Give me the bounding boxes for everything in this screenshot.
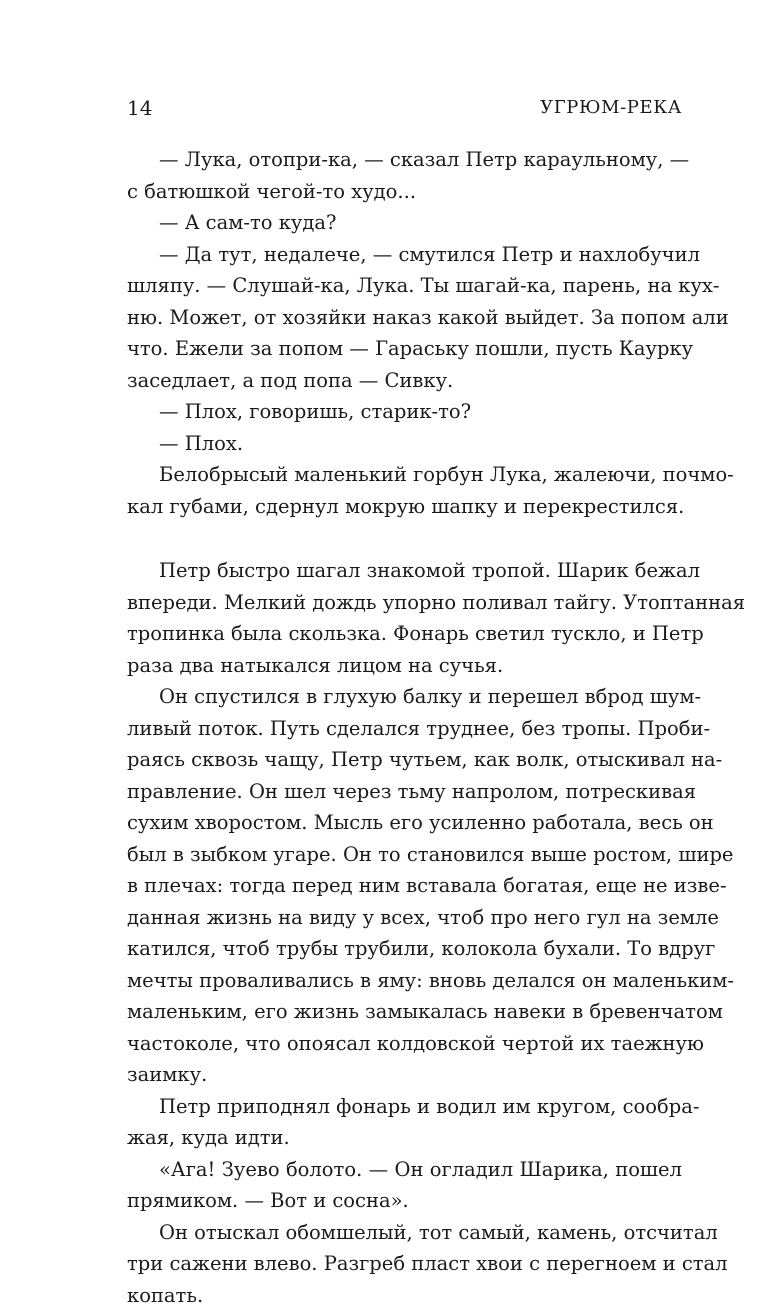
text-line: — Плох. bbox=[127, 428, 682, 460]
text-line: маленьким, его жизнь замыкалась навеки в бревенчатом bbox=[127, 996, 682, 1028]
text-line: катился, чтоб трубы трубили, колокола бухали. То вдруг bbox=[127, 933, 682, 965]
text-line: ливый поток. Путь сделался труднее, без тропы. Проби- bbox=[127, 713, 682, 745]
text-line: данная жизнь на виду у всех, чтоб про него гул на земле bbox=[127, 902, 682, 934]
text-line: копать. bbox=[127, 1280, 682, 1311]
text-line: — Плох, говоришь, старик-то? bbox=[127, 396, 682, 428]
page-header bbox=[127, 94, 682, 122]
text-line: был в зыбком угаре. Он то становился выше ростом, шире bbox=[127, 839, 682, 871]
text-line: три сажени влево. Разгреб пласт хвои с перегноем и стал bbox=[127, 1248, 682, 1280]
text-line: прямиком. — Вот и сосна». bbox=[127, 1185, 682, 1217]
text-line: Белобрысый маленький горбун Лука, жалеючи, почмо- bbox=[127, 459, 682, 491]
section-break bbox=[127, 522, 682, 555]
text-line: раясь сквозь чащу, Петр чутьем, как волк, отыскивал на- bbox=[127, 744, 682, 776]
text-line: заимку. bbox=[127, 1059, 682, 1091]
text-line: частоколе, что опоясал колдовской чертой их таежную bbox=[127, 1028, 682, 1060]
text-line: Он отыскал обомшелый, тот самый, камень, отсчитал bbox=[127, 1217, 682, 1249]
text-line: в плечах: тогда перед ним вставала богатая, еще не изве- bbox=[127, 870, 682, 902]
text-line: правление. Он шел через тьму напролом, потрескивая bbox=[127, 776, 682, 808]
text-line: заседлает, а под попа — Сивку. bbox=[127, 365, 682, 397]
text-section-2 bbox=[127, 555, 682, 1311]
text-line: с батюшкой чегой-то худо... bbox=[127, 176, 682, 208]
running-title: УГРЮМ-РЕКА bbox=[540, 94, 682, 122]
text-line: — А сам-то куда? bbox=[127, 207, 682, 239]
text-line: — Лука, отопри-ка, — сказал Петр караульному, — bbox=[127, 144, 682, 176]
text-line: шляпу. — Слушай-ка, Лука. Ты шагай-ка, парень, на кух- bbox=[127, 270, 682, 302]
body-text bbox=[127, 144, 682, 1311]
text-line: кал губами, сдернул мокрую шапку и перекрестился. bbox=[127, 491, 682, 523]
text-line: тропинка была скользка. Фонарь светил тускло, и Петр bbox=[127, 618, 682, 650]
text-line: мечты проваливались в яму: вновь делался он маленьким- bbox=[127, 965, 682, 997]
text-line: Он спустился в глухую балку и перешел вброд шум- bbox=[127, 681, 682, 713]
text-line: Петр приподнял фонарь и водил им кругом, сообра- bbox=[127, 1091, 682, 1123]
text-line: что. Ежели за попом — Гараську пошли, пусть Каурку bbox=[127, 333, 682, 365]
text-line: ню. Может, от хозяйки наказ какой выйдет. За попом али bbox=[127, 302, 682, 334]
text-line: жая, куда идти. bbox=[127, 1122, 682, 1154]
text-line: сухим хворостом. Мысль его усиленно работала, весь он bbox=[127, 807, 682, 839]
text-line: «Ага! Зуево болото. — Он огладил Шарика, пошел bbox=[127, 1154, 682, 1186]
text-line: — Да тут, недалече, — смутился Петр и нахлобучил bbox=[127, 239, 682, 271]
text-section-1 bbox=[127, 144, 682, 522]
page-number: 14 bbox=[127, 94, 152, 122]
text-line: раза два натыкался лицом на сучья. bbox=[127, 650, 682, 682]
text-line: Петр быстро шагал знакомой тропой. Шарик бежал bbox=[127, 555, 682, 587]
text-line: впереди. Мелкий дождь упорно поливал тайгу. Утоптанная bbox=[127, 587, 682, 619]
